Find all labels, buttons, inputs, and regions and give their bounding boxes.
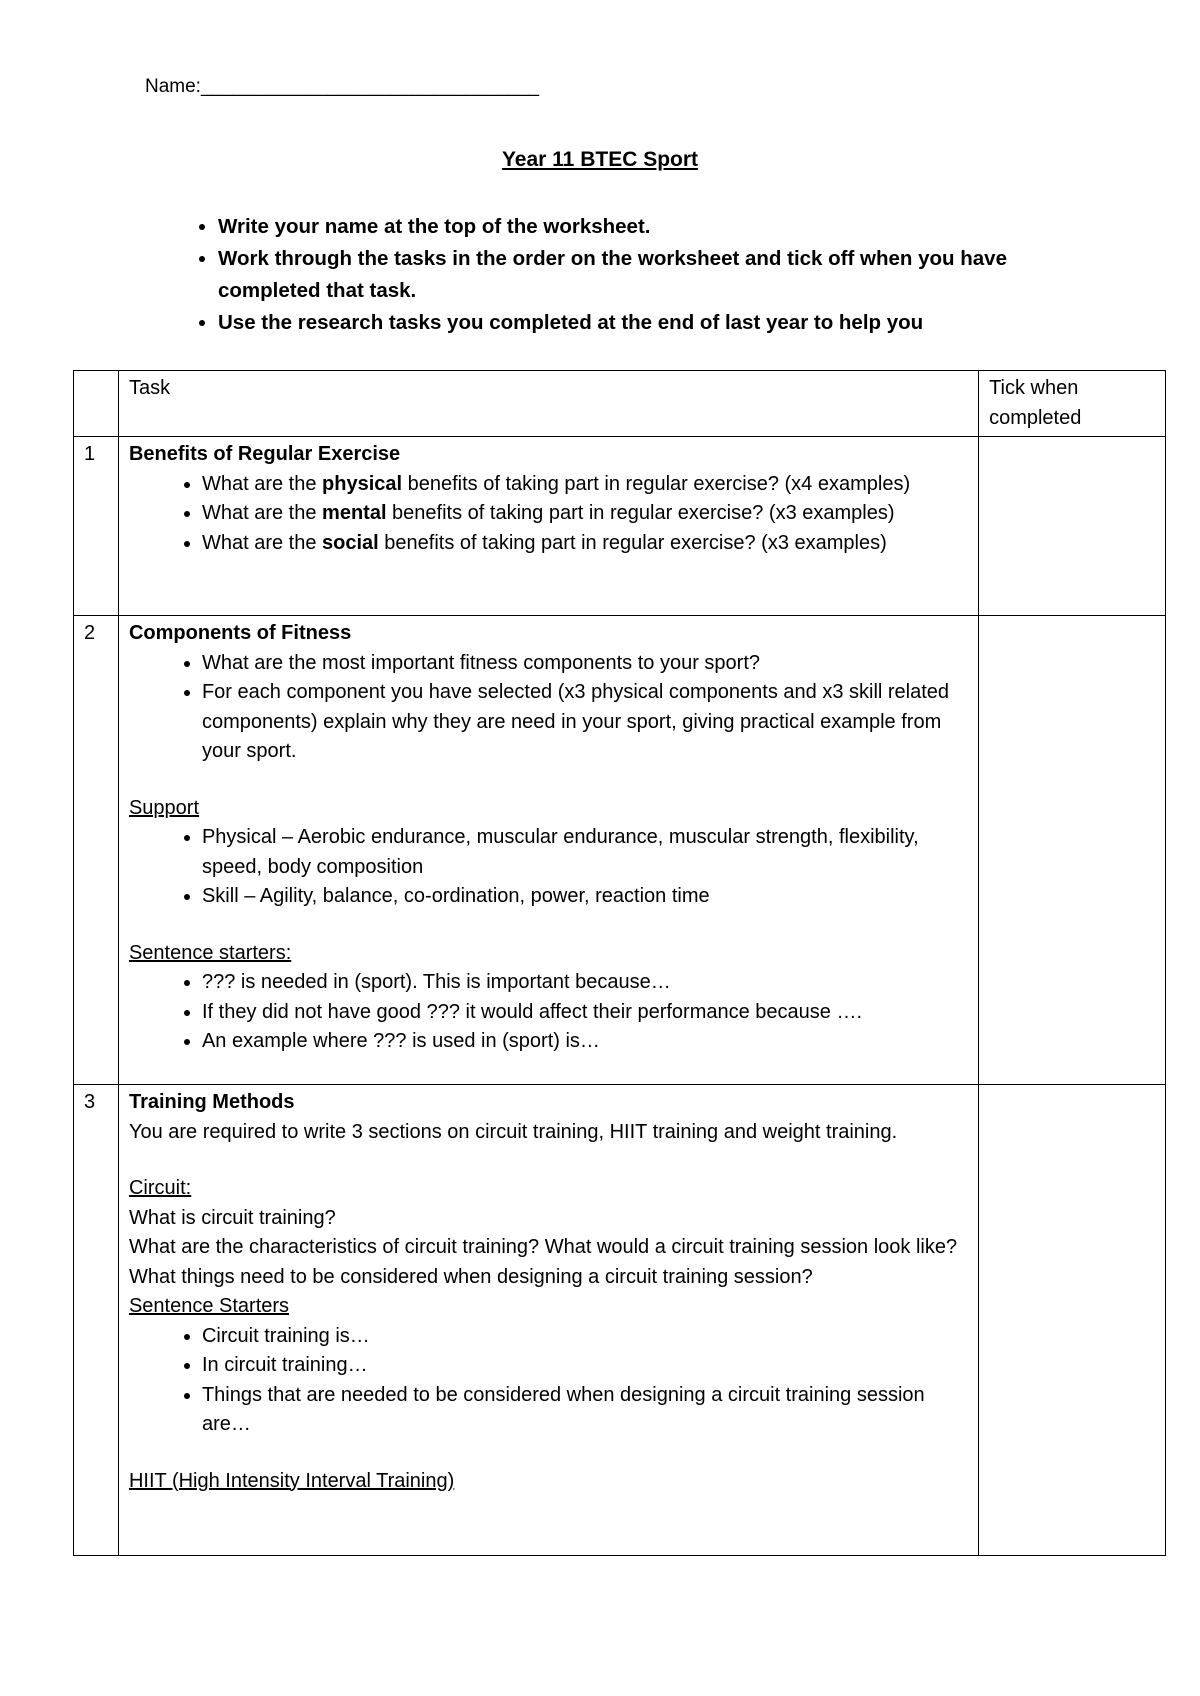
sentence-starters-bullets — [129, 1322, 968, 1440]
name-field-line: Name:________________________________ — [145, 76, 540, 97]
task-cell — [118, 616, 978, 1085]
circuit-question: What are the characteristics of circuit training? What would a circuit training session look like? — [128, 1236, 958, 1258]
task-number: 3 — [74, 1085, 119, 1556]
task-title: Components of Fitness — [128, 622, 352, 644]
list-item: • Circuit training is… — [202, 1322, 968, 1352]
support-bullets — [129, 823, 968, 912]
list-item: • An example where ??? is used in (sport) is… — [202, 1027, 968, 1057]
circuit-question: What is circuit training? — [128, 1206, 336, 1229]
table-row — [74, 437, 1166, 616]
list-item: • What are the physical benefits of taking part in regular exercise? (x4 examples) — [202, 470, 968, 500]
list-item: • What are the social benefits of taking part in regular exercise? (x3 examples) — [202, 529, 968, 559]
hiit-heading: HIIT (High Intensity Interval Training) — [128, 1469, 455, 1492]
sentence-starters-heading: Sentence Starters — [128, 1295, 290, 1317]
tick-cell[interactable] — [979, 437, 1166, 616]
circuit-question: What things need to be considered when designing a circuit training session? — [128, 1265, 813, 1288]
circuit-heading: Circuit: — [128, 1177, 192, 1199]
header-task-cell: Task — [118, 371, 978, 437]
task-cell — [118, 437, 978, 616]
list-item: • For each component you have selected (x3 physical components and x3 skill related components) explain why they are need in your sport, giving practical example from your sport. — [202, 678, 968, 767]
header-number-cell — [74, 371, 119, 437]
list-item: • Skill – Agility, balance, co-ordination, power, reaction time — [202, 882, 968, 912]
table-row — [74, 1085, 1166, 1556]
task-number: 2 — [74, 616, 119, 1085]
instructions-list — [180, 211, 1098, 339]
instruction-item: • Write your name at the top of the worksheet. — [218, 211, 1098, 243]
header-tick-cell: Tick when completed — [979, 371, 1166, 437]
table-row — [74, 616, 1166, 1085]
page-title: Year 11 BTEC Sport — [501, 148, 699, 171]
tick-cell[interactable] — [979, 1085, 1166, 1556]
list-item: • What are the mental benefits of taking part in regular exercise? (x3 examples) — [202, 499, 968, 529]
task-number: 1 — [74, 437, 119, 616]
task-title: Benefits of Regular Exercise — [128, 443, 401, 465]
task-title: Training Methods — [128, 1091, 295, 1113]
table-header-row — [74, 371, 1166, 437]
list-item: • Physical – Aerobic endurance, muscular endurance, muscular strength, flexibility, speed, body composition — [202, 823, 968, 882]
list-item: • If they did not have good ??? it would affect their performance because …. — [202, 998, 968, 1028]
tick-cell[interactable] — [979, 616, 1166, 1085]
task-bullets — [129, 470, 968, 559]
list-item: • Things that are needed to be considered when designing a circuit training session are… — [202, 1381, 968, 1440]
list-item: • What are the most important fitness components to your sport? — [202, 649, 968, 679]
list-item: • ??? is needed in (sport). This is important because… — [202, 968, 968, 998]
task-bullets — [129, 649, 968, 767]
sentence-starters-heading: Sentence starters: — [128, 941, 292, 964]
task-table — [73, 370, 1166, 1556]
support-heading: Support — [128, 796, 200, 819]
task-cell — [118, 1085, 978, 1556]
task-intro: You are required to write 3 sections on circuit training, HIIT training and weight training. — [128, 1120, 898, 1143]
instruction-item: • Use the research tasks you completed at the end of last year to help you — [218, 307, 1098, 339]
list-item: • In circuit training… — [202, 1351, 968, 1381]
instruction-item: • Work through the tasks in the order on the worksheet and tick off when you have completed that task. — [218, 243, 1098, 307]
sentence-starters-bullets — [129, 968, 968, 1057]
